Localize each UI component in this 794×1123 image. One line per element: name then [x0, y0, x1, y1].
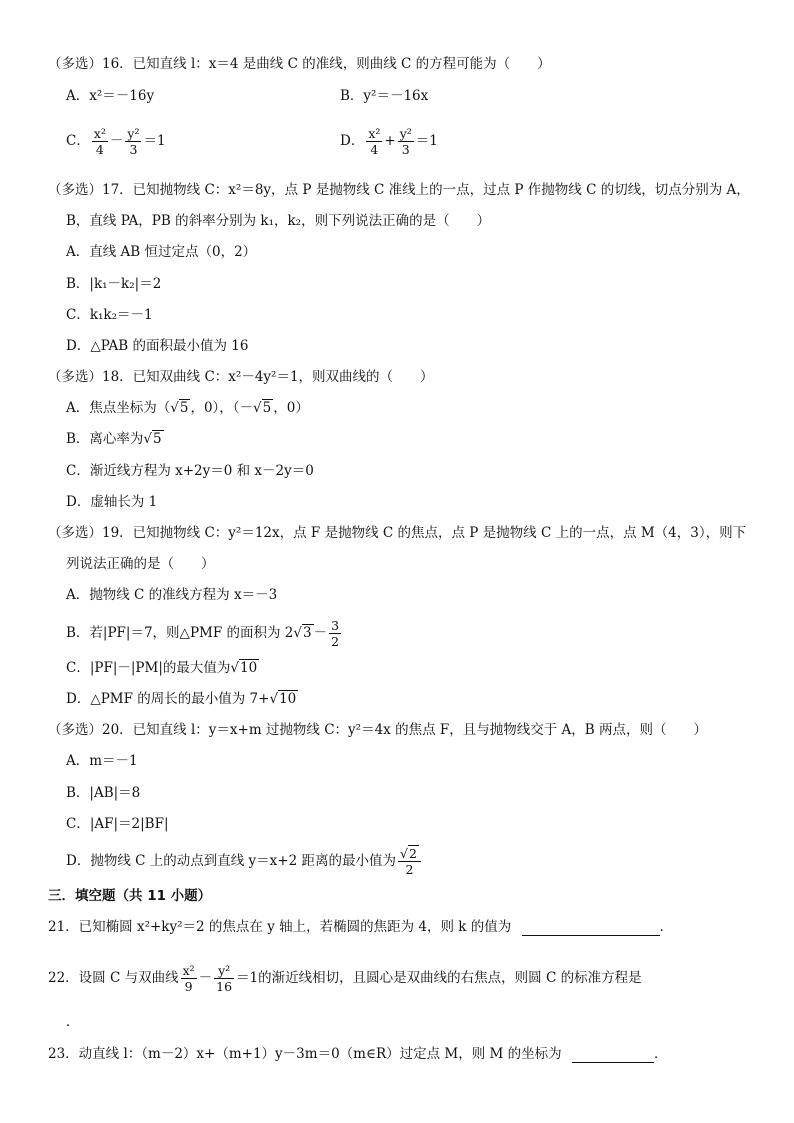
q17-option-c: C．k₁k₂＝－1: [66, 307, 153, 323]
q17-option-a: A．直线 AB 恒过定点（0，2）: [66, 244, 257, 260]
sqrt-expression: √5: [143, 431, 162, 447]
q20-option-c: C．|AF|＝2|BF|: [66, 816, 169, 832]
q17-stem-line1: （多选）17．已知抛物线 C：x²＝8y，点 P 是抛物线 C 准线上的一点，过点 P 作抛物线 C 的切线，切点分别为 A，: [48, 182, 750, 198]
fraction: $\frac{\text{y²}}{16}$: [216, 963, 233, 994]
fraction: $\frac{\text{x²}}{4}$: [368, 126, 381, 157]
fraction: $\frac{\text{x²}}{9}$: [182, 963, 195, 994]
q20-stem: （多选）20．已知直线 l：y＝x+m 过抛物线 C：y²＝4x 的焦点 F，且与抛物线交于 A，B 两点，则（ ）: [48, 722, 707, 738]
sqrt-expression: √10: [269, 691, 297, 707]
q16-option-d: D． $\frac{\text{x²}}{4}$ + $\frac{\text{y²}}{3}$ ＝1: [340, 126, 438, 157]
q20-option-a: A．m＝－1: [66, 753, 138, 769]
q19-option-b: B．若|PF|＝7，则△PMF 的面积为 2√3 － $\frac{3}{2}$: [66, 618, 340, 649]
q19-option-c: C．|PF|－|PM|的最大值为√10: [66, 660, 258, 676]
q16-stem: （多选）16．已知直线 l：x＝4 是曲线 C 的准线，则曲线 C 的方程可能为（ ）: [48, 56, 551, 72]
sqrt-expression: √3: [293, 625, 312, 641]
q18-option-d: D．虚轴长为 1: [66, 494, 158, 510]
q18-stem: （多选）18．已知双曲线 C：x²－4y²＝1，则双曲线的（ ）: [48, 369, 434, 385]
q20-option-b: B．|AB|＝8: [66, 785, 141, 801]
q18-option-a: A．焦点坐标为（√5 ，0），（－√5 ，0）: [66, 400, 309, 416]
q23-text: 23．动直线 l：（m－2）x+（m+1）y－3m＝0（m∈R）过定点 M，则 M 的坐标为 ．: [48, 1046, 668, 1062]
q19-stem-line2: 列说法正确的是（ ）: [66, 556, 215, 572]
q17-stem-line2: B，直线 PA，PB 的斜率分别为 k₁，k₂，则下列说法正确的是（ ）: [66, 213, 491, 229]
answer-blank[interactable]: [572, 1062, 654, 1063]
q16-option-c: C． $\frac{\text{x²}}{4}$ － $\frac{\text{y²}}{3}$ ＝1: [66, 126, 166, 157]
section-title-fill-in: 三．填空题（共 11 小题）: [48, 888, 212, 904]
q17-option-b: B．|k₁－k₂|＝2: [66, 276, 162, 292]
fraction: $\frac{√2}{2}$: [398, 846, 421, 877]
answer-blank[interactable]: [522, 935, 660, 936]
q21-text: 21．已知椭圆 x²+ky²＝2 的焦点在 y 轴上，若椭圆的焦距为 4，则 k 的值为 ．: [48, 919, 674, 935]
fraction: $\frac{\text{y²}}{3}$: [399, 126, 412, 157]
q16-option-a: A．x²＝－16y: [66, 88, 155, 104]
q18-option-b: B．离心率为√5: [66, 431, 162, 447]
sqrt-expression: √5: [170, 400, 189, 416]
q19-option-a: A．抛物线 C 的准线方程为 x＝－3: [66, 587, 278, 603]
q22-text: 22．设圆 C 与双曲线 $\frac{\text{x²}}{9}$ － $\frac{\text{y²}}{16}$ ＝1的渐近线相切，且圆心是双曲线的右焦点，则圆 C 的标准方程是: [48, 963, 642, 994]
fraction: $\frac{3}{2}$: [331, 618, 340, 649]
fraction: $\frac{\text{y²}}{3}$: [127, 126, 140, 157]
fraction: $\frac{\text{x²}}{4}$: [93, 126, 106, 157]
q18-option-c: C．渐近线方程为 x+2y＝0 和 x－2y＝0: [66, 463, 314, 479]
sqrt-expression: √10: [230, 660, 258, 676]
q20-option-d: D．抛物线 C 上的动点到直线 y＝x+2 距离的最小值为 $\frac{√2}{2}$: [66, 846, 423, 877]
q17-option-d: D．△PAB 的面积最小值为 16: [66, 338, 249, 354]
q22-end: ．: [66, 1014, 80, 1030]
q19-option-d: D．△PMF 的周长的最小值为 7+√10: [66, 691, 297, 707]
q19-stem-line1: （多选）19．已知抛物线 C：y²＝12x，点 F 是抛物线 C 的焦点，点 P 是抛物线 C 上的一点，点 M（4，3），则下: [48, 525, 747, 541]
sqrt-expression: √5: [253, 400, 272, 416]
q16-option-b: B．y²＝－16x: [340, 88, 429, 104]
